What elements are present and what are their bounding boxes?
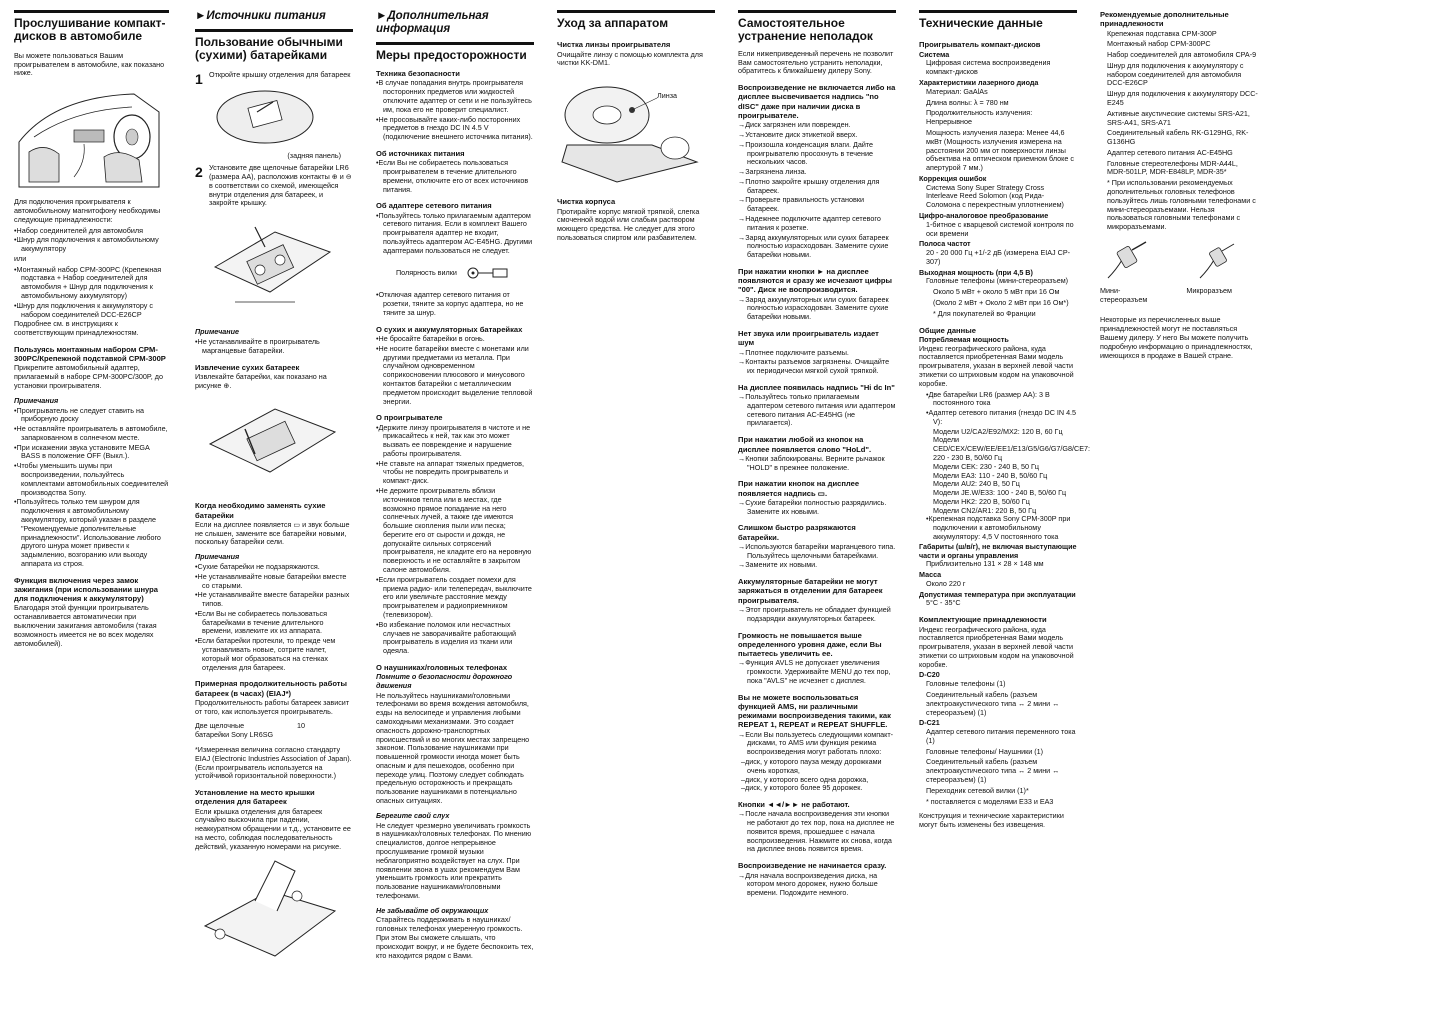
list-item: • Не оставляйте проигрыватель в автомобиле, запаркованном в солнечном месте. — [14, 425, 169, 443]
trouble-remedies — [738, 810, 896, 854]
power-list — [376, 159, 534, 194]
lens-label: Линза — [657, 91, 677, 101]
notes-list — [195, 563, 353, 672]
remove-text: Извлекайте батарейки, как показано на рисунке ⊕. — [195, 371, 327, 390]
hearing-subtitle: Берегите свой слух — [376, 810, 450, 820]
spec-line: Адаптер сетевого питания переменного тока (1) — [926, 727, 1076, 745]
step-number: 1 — [195, 70, 203, 87]
road-safety-subtitle: Помните о безопасности дорожного движения — [376, 672, 513, 690]
laser-specs — [919, 88, 1077, 173]
trouble-title: При нажатии кнопки ► на дисплее появляются и сразу же исчезают цифры "00". Диск не воспроизводится. — [738, 266, 893, 295]
spec-line: Около 5 мВт + около 5 мВт при 16 Ом — [933, 287, 1060, 297]
model-line: Модели AU2: 240 В, 50 Гц — [933, 479, 1020, 489]
cover-title: Установление на место крышки отделения для батареек — [195, 788, 315, 807]
remedy-item: → Заряд аккумуляторных или сухих батареек полностью израсходован. Замените сухие батарейки новыми. — [738, 296, 896, 322]
player-list — [376, 424, 534, 656]
column-specifications — [919, 10, 1090, 832]
trouble-remedies — [738, 296, 896, 322]
remedy-item: → Замените их новыми. — [738, 561, 896, 570]
remedy-item: → Плотно закройте крышку отделения для батареек. — [738, 178, 896, 196]
list-item: • Если Вы не собираетесь пользоваться проигрывателем в течение длительного времени, отключите его от всех источников питания. — [376, 159, 534, 194]
column-car-use — [14, 10, 169, 650]
list-item: • Пользуйтесь только тем шнуром для подключения к автомобильному аккумулятору, который указан в разделе "Рекомендуемые дополнительные принадлежности". Использование любого другого шнура может привести к задымлению, возгоранию или выходу аппарата из строя. — [14, 498, 169, 568]
da-conversion-text: 1-битное с кварцевой системой контроля по оси времени — [926, 219, 1074, 238]
polarity-label: Полярность вилки — [396, 268, 457, 278]
dc21-title: D-C21 — [919, 718, 940, 728]
list-item: • Если батарейки протекли, то прежде чем устанавливать новые, сотрите налет, который мог образоваться на стенках отделения для батареек. — [195, 637, 353, 672]
spec-line: Шнур для подключения к аккумулятору DCC-E245 — [1107, 89, 1258, 107]
trouble-title: Кнопки ◄◄/►► не работают. — [738, 800, 850, 810]
mount-text: Прикрепите автомобильный адаптер, прилагаемый в наборе CPM-300PC/300P, до установки проигрывателя. — [14, 363, 163, 390]
safety-list — [376, 79, 534, 141]
list-item: • Пользуйтесь только прилагаемым адаптером сетевого питания. Если в комплект Вашего проигрывателя адаптер не входит, пользуйтесь адаптером AC-E45HG. Другими адаптерами пользоваться не следует. — [376, 212, 534, 256]
remedy-item: → Для начала воспроизведения диска, на котором много дорожек, нужно больше времени. Подождите немного. — [738, 872, 896, 898]
trouble-title: Воспроизведение не включается либо на дисплее высвечивается надпись "no dISC" даже при наличии диска в проигрывателе. — [738, 83, 896, 120]
remove-title: Извлечение сухих батареек — [195, 362, 300, 372]
accessory-list-2 — [14, 266, 169, 320]
step-2 — [195, 164, 353, 208]
system-text: Цифровая система воспроизведения компакт-дисков — [926, 58, 1051, 77]
dry-list — [376, 335, 534, 406]
others-text: Старайтесь поддерживать в наушниках/головных телефонах умеренную громкость. При этом Вы сможете слышать, что происходит вокруг, и не будете беспокоить тех, кто находится рядом с Вами. — [376, 915, 534, 960]
model-line: Модели CN2/AR1: 220 В, 50 Гц — [933, 505, 1037, 515]
trouble-title: Нет звука или проигрыватель издает шум — [738, 329, 879, 348]
model-line: Модели CED/CEX/CEW/EE/EE1/E13/G5/G6/G7/G8/CE7: 220 - 230 В, 50/60 Гц — [933, 435, 1090, 462]
remedy-item: → Сухие батарейки полностью разрядились. Замените их новыми. — [738, 499, 896, 517]
connect-text: Для подключения проигрывателя к автомобильному магнитофону необходимы следующие принадлежности: — [14, 197, 161, 224]
remedy-item: → Произошла конденсация влаги. Дайте проигрывателю просохнуть в течение нескольких часов. — [738, 141, 896, 167]
temperature-title: Допустимая температура при эксплуатации — [919, 589, 1076, 599]
list-item: • Монтажный набор CPM-300PC (Крепежная подставка + Набор соединителей для автомобиля + Шнур для подключения к автомобильному аккумулятору) — [14, 266, 169, 301]
remedy-item: → Плотнее подключите разъемы. — [738, 349, 896, 358]
micro-plug-label: Микроразъем — [1186, 285, 1232, 295]
spec-line: Крепежная подставка CPM-300P — [1107, 28, 1217, 38]
troubleshooting-title: Самостоятельное устранение неполадок — [738, 16, 873, 44]
laser-title: Характеристики лазерного диода — [919, 78, 1039, 88]
list-item: • Не ставьте на аппарат тяжелых предметов, чтобы не повредить проигрыватель и компакт-диск. — [376, 460, 534, 486]
list-item: • Не устанавливайте в проигрыватель марганцевые батарейки. — [195, 338, 353, 356]
remedy-item: → Заряд аккумуляторных или сухих батареек полностью израсходован. Замените сухие батарейки новыми. — [738, 234, 896, 260]
car-interior-illustration — [14, 82, 164, 192]
battery-life-value: 10 — [297, 721, 305, 731]
section-rule — [557, 10, 715, 13]
lens-cleaning-title: Чистка линзы проигрывателя — [557, 40, 671, 50]
polarity-figure — [396, 263, 534, 283]
model-line: Модели CEK: 230 - 240 В, 50 Гц — [933, 461, 1039, 471]
mount-title: Пользуясь монтажным набором CPM-300PC/Крепежной подставкой CPM-300P — [14, 344, 166, 364]
section-rule — [738, 10, 896, 13]
cover-text: Если крышка отделения для батареек случайно выскочила при падении, неаккуратном обращении и т.д., установите ее на место, соблюдая последовательность действий, указанную номерами на рисунке. — [195, 806, 351, 851]
battery-insert-illustration — [195, 212, 345, 322]
section-rule — [195, 29, 353, 32]
optional-list — [1100, 30, 1258, 232]
list-item: • Если проигрыватель создает помехи для приема радио- или телепередач, выключите его или увеличьте расстояние между проигрывателем и радиоприемником (телевизором). — [376, 576, 534, 620]
section-rule — [376, 42, 534, 45]
spec-line: Материал: GaAlAs — [926, 86, 988, 96]
case-cleaning-text: Протирайте корпус мягкой тряпкой, слегка смоченной водой или слабым раствором моющего средства. Не следует для этого пользоваться спиртом или разбавителем. — [557, 206, 700, 242]
headphones-title: О наушниках/головных телефонах — [376, 662, 508, 672]
trouble-title: Слишком быстро разряжаются батарейки. — [738, 523, 856, 542]
notes-list — [14, 407, 169, 569]
remedy-subitem: – диск, у которого всего одна дорожка, — [738, 776, 896, 785]
specs-title: Технические данные — [919, 16, 1043, 30]
column-precautions — [376, 10, 534, 962]
spec-line: Головные телефоны (мини-стереоразъем) — [926, 276, 1069, 286]
remedy-item: → Загрязнена линза. — [738, 168, 896, 177]
player-spec-title: Проигрыватель компакт-дисков — [919, 40, 1041, 50]
power-items — [919, 391, 1077, 427]
model-line: Модели EA3: 110 - 240 В, 50/60 Гц — [933, 470, 1048, 480]
list-item: • Крепежная подставка Sony CPM-300P при подключении к автомобильному аккумулятору: 4,5 V постоянного тока — [926, 515, 1077, 541]
precautions-title: Меры предосторожности — [376, 47, 527, 62]
list-item: • Во избежание поломок или несчастных случаев не заворачивайте работающий проигрыватель в изделия из ткани или одеяла. — [376, 621, 534, 656]
trouble-title: Вы не можете воспользоваться функцией AMS, ни различными режимами воспроизведения такими, как REPEAT 1, REPEAT и REPEAT SHUFFLE. — [738, 692, 891, 730]
list-item: • Если Вы не собираетесь пользоваться батарейками в течение длительного времени, извлеките их из аппарата. — [195, 610, 353, 636]
power-consumption-title: Потребляемая мощность — [919, 334, 1009, 344]
spec-line: Шнур для подключения к аккумулятору с набором соединителей для автомобиля DCC-E26CP — [1107, 60, 1244, 88]
general-title: Общие данные — [919, 325, 976, 335]
trouble-remedies — [738, 349, 896, 376]
ignition-title: Функция включения через замок зажигания (при использовании шнура для подключения к аккумулятору) — [14, 575, 159, 604]
dc21-list — [919, 728, 1077, 806]
remedy-item: → Этот проигрыватель не обладает функцией подзарядки аккумуляторных батареек. — [738, 606, 896, 624]
spec-line: (Около 2 мВт + Около 2 мВт при 16 Ом*) — [933, 298, 1069, 307]
dry-battery-title: Пользование обычными (сухими) батарейками — [195, 34, 343, 63]
spec-line: Соединительный кабель (разъем электроакустического типа ↔ 2 мини ↔ стереоразъем) (1) — [926, 757, 1060, 784]
spec-line: Активные акустические системы SRS-A21, SRS-A41, SRS-A71 — [1107, 108, 1250, 127]
section-rule — [14, 10, 169, 13]
frequency-text: 20 - 20 000 Гц +1/-2 дБ (измерена EIAJ CP-307) — [926, 248, 1071, 266]
player-title: О проигрывателе — [376, 413, 443, 423]
trouble-title: При нажатии кнопок на дисплее появляется надпись ▭. — [738, 479, 860, 498]
mass-text: Около 220 г — [926, 578, 966, 588]
note-list — [195, 338, 353, 356]
hearing-text: Не следует чрезмерно увеличивать громкость в наушниках/головных телефонах. По мнению специалистов, долгое непрерывное прослушивание громкой музыки неблагоприятно воздействует на слух. При появлении звона в ушах рекомендуем Вам уменьшить громкость или прекратить пользование наушниками/головными телефонами. — [376, 820, 532, 900]
section-rule — [919, 10, 1077, 13]
power-item-3 — [919, 515, 1077, 541]
model-line: Модели HK2: 220 В, 50/60 Гц — [933, 496, 1030, 506]
power-section-heading: ►Источники питания — [195, 10, 326, 22]
battery-lid-open-illustration — [195, 82, 345, 150]
system-title: Система — [919, 49, 950, 59]
trouble-remedies — [738, 731, 896, 793]
list-item: • Набор соединителей для автомобиля — [14, 227, 169, 236]
note-title: Примечание — [195, 327, 240, 337]
adapter-list — [376, 212, 534, 256]
case-cleaning-title: Чистка корпуса — [557, 197, 616, 207]
trouble-remedies — [738, 393, 896, 428]
see-text: Подробнее см. в инструкциях к соответствующим принадлежностям. — [14, 319, 139, 338]
remedy-item: → Диск загрязнен или поврежден. — [738, 121, 896, 130]
trouble-remedies — [738, 543, 896, 570]
troubleshooting-intro: Если нижеприведенный перечень не позволит Вам самостоятельно устранить неполадки, обратитесь к ближайшему дилеру Sony. — [738, 48, 894, 76]
adapter-title: Об адаптере сетевого питания — [376, 201, 492, 211]
optional-title: Рекомендуемые дополнительные принадлежности — [1100, 10, 1229, 29]
step-number: 2 — [195, 164, 203, 181]
adapter-list-2 — [376, 291, 534, 317]
troubleshooting-sections — [738, 83, 896, 898]
model-list — [919, 426, 1090, 516]
output-specs — [919, 277, 1077, 318]
model-line: Модели U2/CA2/E92/MX2: 120 В, 60 Гц — [933, 426, 1063, 436]
accessory-list-1 — [14, 227, 169, 254]
spec-line: Головные стереотелефоны MDR-A44L, MDR-501LP, MDR-E848LP, MDR-35* — [1107, 158, 1238, 177]
spec-line: Продолжительность излучения: Непрерывное — [926, 108, 1033, 127]
remedy-item: → Если Вы пользуетесь следующими компакт-дисками, то AMS или функция режима воспроизведения могут работать плохо: — [738, 731, 896, 757]
power-sources-title: Об источниках питания — [376, 148, 465, 158]
mass-title: Масса — [919, 570, 942, 580]
temperature-text: 5°C - 35°C — [926, 598, 961, 608]
remedy-item: → Пользуйтесь только прилагаемым адаптером сетевого питания или адаптером сетевого питания AC-E45HG (не прилагается). — [738, 393, 896, 428]
battery-life-title: Примерная продолжительность работы батареек (в часах) (EIAJ*) — [195, 679, 347, 698]
remedy-item: → Контакты разъемов загрязнены. Очищайте их периодически мягкой сухой тряпкой. — [738, 358, 896, 376]
output-title: Выходная мощность (при 4,5 В) — [919, 267, 1033, 277]
remedy-subitem: – диск, у которого пауза между дорожками очень короткая, — [738, 758, 896, 776]
trouble-remedies — [738, 499, 896, 517]
list-item: • Шнур для подключения к автомобильному аккумулятору — [14, 236, 169, 254]
dc20-list — [919, 680, 1077, 717]
step-text: Установите две щелочные батарейки LR6 (размера AA), расположив контакты ⊕ и ⊖ в соответствии со схемой, имеющейся внутри отделения для батареек, и закройте крышку. — [209, 163, 352, 208]
spec-line: Переходник сетевой вилки (1)* — [926, 785, 1029, 795]
notes-title: Примечания — [195, 552, 240, 562]
car-intro: Вы можете пользоваться Вашим проигрывателем в автомобиле, как показано ниже. — [14, 50, 165, 78]
trouble-title: Воспроизведение не начинается сразу. — [738, 861, 887, 871]
trouble-remedies — [738, 606, 896, 624]
plug-labels — [1100, 287, 1250, 305]
trouble-remedies — [738, 659, 896, 685]
remedy-item: → Проверьте правильность установки батареек. — [738, 196, 896, 214]
model-line: Модели JE.W/E33: 100 - 240 В, 50/60 Гц — [933, 488, 1067, 498]
frequency-title: Полоса частот — [919, 239, 971, 249]
trouble-title: На дисплее появилась надпись "Hi dc In" — [738, 382, 895, 392]
dry-batteries-title: О сухих и аккумуляторных батарейках — [376, 324, 523, 334]
ignition-text: Благодаря этой функции проигрыватель останавливается автоматически при выключении зажигания автомобиля (такая возможность имеется не во всех моделях автомобилей). — [14, 603, 157, 648]
list-item: • Держите линзу проигрывателя в чистоте и не прикасайтесь к ней, так как это может вызвать ее повреждение и нарушение работы проигрывателя. — [376, 424, 534, 459]
spec-line: Соединительный кабель (разъем электроакустического типа ↔ 2 мини ↔ стереоразъем) (1) — [926, 689, 1060, 717]
column-power — [195, 10, 353, 970]
error-correction-title: Коррекция ошибок — [919, 173, 987, 183]
extra-info-heading: ►Дополнительная информация — [376, 10, 489, 35]
optional-footer: Некоторые из перечисленных выше принадлежностей могут не поставляться Вашему дилеру. У него Вы можете получить подробную информацию о принадлежностях, имеющихся в продаже в Вашей стране. — [1100, 315, 1253, 360]
remedy-item: → После начала воспроизведения эти кнопки не работают до тех пор, пока на дисплее не появится время, прошедшее с начала воспроизведения. Нажмите их снова, когда на дисплее вновь появится время. — [738, 810, 896, 854]
maintenance-title: Уход за аппаратом — [557, 16, 669, 30]
lens-cleaning-text: Очищайте линзу с помощью комплекта для чистки KK-DM1. — [557, 49, 703, 68]
list-item: • Отключая адаптер сетевого питания от розетки, тяните за корпус адаптера, но не тяните за шнур. — [376, 291, 534, 317]
spec-line: Длина волны: λ = 780 нм — [926, 97, 1009, 107]
list-item: • Не просовывайте каких-либо посторонних предметов в гнездо DC IN 4.5 V (подключение внешнего источника питания). — [376, 116, 534, 142]
list-item: • Сухие батарейки не подзаряжаются. — [195, 563, 353, 572]
or-text: или — [14, 253, 27, 263]
trouble-remedies — [738, 872, 896, 898]
trouble-remedies — [738, 455, 896, 473]
rear-panel-caption: (задняя панель) — [287, 150, 341, 160]
dc20-title: D-C20 — [919, 670, 940, 680]
battery-life-table — [195, 722, 305, 740]
spec-line: * поставляется с моделями E33 и EA3 — [926, 796, 1054, 806]
spec-line: Мощность излучения лазера: Менее 44,6 мкВт (Мощность излучения измерена на расстоянии 200 мм от поверхности линзы объектива на оптическом приемном блоке с апертурой 7 мм.) — [926, 127, 1074, 173]
step-text: Откройте крышку отделения для батареек — [209, 69, 351, 79]
battery-cover-illustration — [195, 856, 345, 966]
list-item: • Не устанавливайте новые батарейки вместе со старыми. — [195, 573, 353, 591]
trouble-title: Громкость не повышается выше определенного уровня даже, если Вы пытаетесь увеличить ее. — [738, 630, 882, 659]
trouble-remedies — [738, 121, 896, 260]
supplied-accessories-text: Индекс географического района, куда поставляется приобретенная Вами модель проигрывателя, указан в верхней левой части этикетки со штриховым кодом на упаковочной коробке. — [919, 624, 1074, 669]
list-item: • Не держите проигрыватель вблизи источников тепла или в местах, где возможно прямое попадание на него солнечных лучей, а также где имеются большие скопления пыли или песка; берегите его от сырости и дождя, не допускайте сильных сотрясений проигрывателя, не кладите его на неровную поверхность и не оставляйте в закрытом салоне автомобиля. — [376, 487, 534, 575]
trouble-title: При нажатии любой из кнопок на дисплее появляется слово "HoLd". — [738, 435, 872, 454]
remedy-item: → Кнопки заблокированы. Верните рычажок "HOLD" в прежнее положение. — [738, 455, 896, 473]
list-item: • Адаптер сетевого питания (гнездо DC IN 4.5 V): — [926, 409, 1077, 427]
list-item: • Две батарейки LR6 (размер AA): 3 В постоянного тока — [926, 391, 1077, 409]
mini-plug-label: Мини-стереоразъем — [1100, 285, 1148, 304]
battery-life-note: *Измеренная величина согласно стандарту EIAJ (Electronic Industries Association of Japan). (Если проигрыватель используется на устойчивой горизонтальной поверхности.) — [195, 745, 352, 781]
road-safety-text: Не пользуйтесь наушниками/головными телефонами во время вождения автомобиля, езды на велосипеде и управления любыми самоходными механизмами. Это создает опасность дорожно-транспортных происшествий и во многих местах запрещено законом. Пользование наушниками при повышенной громкости иногда может быть опасным и для пешеходов, особенно при переходе улиц. Поэтому следует соблюдать предельную осторожность и прекращать пользование наушниками в потенциально опасных ситуациях. — [376, 690, 530, 806]
column-optional-accessories — [1100, 10, 1258, 362]
lens-figure — [557, 70, 707, 190]
others-subtitle: Не забывайте об окружающих — [376, 905, 489, 915]
car-title: Прослушивание компакт-дисков в автомобиле — [14, 16, 166, 44]
spec-line: Монтажный набор CPM-300PC — [1107, 39, 1211, 49]
spec-line: Головные телефоны (1) — [926, 679, 1006, 689]
dimensions-title: Габариты (ш/в/г), не включая выступающие части и органы управления — [919, 541, 1077, 560]
list-item: • При искажении звука установите MEGA BASS в положение OFF (Выкл.). — [14, 444, 169, 462]
remedy-item: → Функция AVLS не допускает увеличения громкости. Удерживайте MENU до тех пор, пока "AVLS" не исчезнет с дисплея. — [738, 659, 896, 685]
battery-remove-illustration — [195, 394, 345, 494]
remedy-item: → Установите диск этикеткой вверх. — [738, 131, 896, 140]
when-replace-title: Когда необходимо заменять сухие батарейки — [195, 501, 326, 520]
spec-line: Соединительный кабель RK-G129HG, RK-G136HG — [1107, 128, 1249, 147]
spec-line: Набор соединителей для автомобиля CPA-9 — [1107, 50, 1257, 60]
list-item: • Шнур для подключения к аккумулятору с набором соединителей DCC-E26CP — [14, 302, 169, 320]
list-item: • Не бросайте батарейки в огонь. — [376, 335, 534, 344]
step-1 — [195, 69, 353, 87]
star-note: * При использовании рекомендуемых дополнительных головных телефонов пользуйтесь лишь головными телефонами с мини-стереоразъемами. Нельзя пользоваться головными телефонами с микроразъемами. — [1107, 178, 1256, 232]
plug-polarity-icon — [463, 263, 513, 283]
list-item: • Проигрыватель не следует ставить на приборную доску — [14, 407, 169, 425]
list-item: • Не носите батарейки вместе с монетами или другими предметами из металла. При случайном одновременном соприкосновении плюсового и минусового контактов батарейки с металлическим предметом происходит выделение тепловой энергии. — [376, 345, 534, 406]
error-correction-text: Система Sony Super Strategy Cross Interleave Reed Solomon (код Рида-Соломона с перекрестным уплотнением) — [926, 182, 1064, 210]
da-conversion-title: Цифро-аналоговое преобразование — [919, 210, 1049, 220]
notes-title: Примечания — [14, 395, 59, 405]
column-maintenance — [557, 10, 715, 245]
trouble-title: Аккумуляторные батарейки не могут заряжаться в отделении для батареек проигрывателя. — [738, 577, 883, 605]
spec-line: * Для покупателей во Франции — [933, 308, 1036, 318]
battery-life-label: Две щелочные батарейки Sony LR6SG — [195, 721, 274, 740]
remedy-item: → Используются батарейки марганцевого типа. Пользуйтесь щелочными батарейками. — [738, 543, 896, 561]
safety-title: Техника безопасности — [376, 69, 460, 79]
when-replace-text: Если на дисплее появляется ▭ и звук больше не слышен, замените все батарейки новыми, поскольку батарейки сели. — [195, 519, 350, 547]
specs-footer: Конструкция и технические характеристики могут быть изменены без извещения. — [919, 811, 1064, 830]
list-item: • Не устанавливайте вместе батарейки разных типов. — [195, 591, 353, 609]
remedy-item: → Надежнее подключите адаптер сетевого питания к розетке. — [738, 215, 896, 233]
remedy-subitem: – диск, у которого более 95 дорожек. — [738, 784, 896, 793]
list-item: • Чтобы уменьшить шумы при воспроизведении, пользуйтесь комплектами автомобильных соединителей производства Sony. — [14, 462, 169, 497]
spec-line: Головные телефоны/ Наушники (1) — [926, 746, 1044, 756]
column-troubleshooting — [738, 10, 896, 899]
battery-life-text: Продолжительность работы батареек зависит от того, как используется проигрыватель. — [195, 697, 350, 716]
power-consumption-text: Индекс географического района, куда поставляется приобретенная Вами модель проигрывателя, указан в верхней левой части этикетки со штриховым кодом на упаковочной коробке. — [919, 343, 1074, 388]
list-item: • В случае попадания внутрь проигрывателя посторонних предметов или жидкостей отключите адаптер от сети и не пользуйтесь им, пока его не проверит специалист. — [376, 79, 534, 114]
dimensions-text: Приблизительно 131 × 28 × 148 мм — [926, 559, 1044, 569]
player-lens-illustration — [557, 70, 707, 190]
spec-line: Адаптер сетевого питания AC-E45HG — [1107, 147, 1233, 157]
supplied-accessories-title: Комплектующие принадлежности — [919, 615, 1047, 625]
plugs-illustration — [1100, 240, 1250, 285]
